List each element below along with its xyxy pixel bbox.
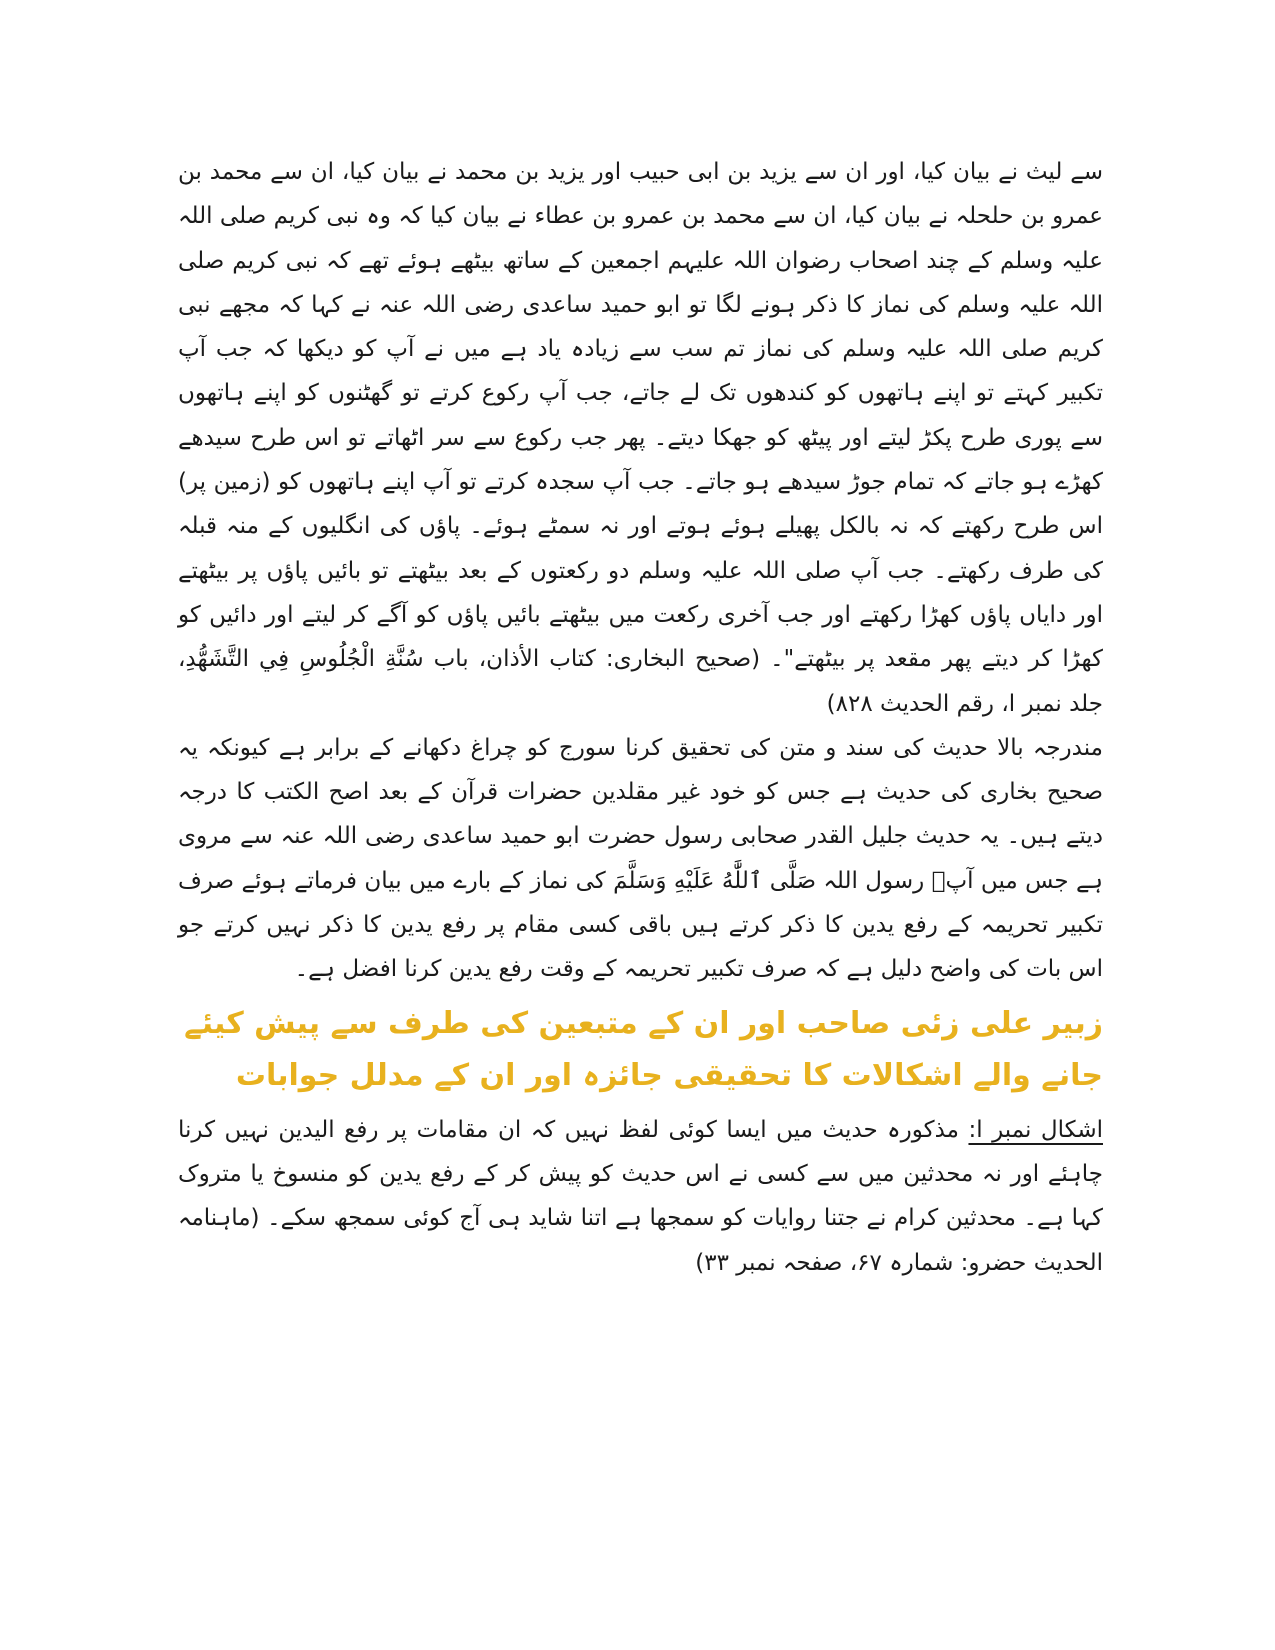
objection-label: اشکال نمبر ا: — [968, 1116, 1103, 1143]
page-content — [178, 150, 1103, 1285]
objection-reference: (ماہنامہ الحدیث حضرو: شمارہ ۶۷، صفحہ نمبر ۳۳) — [178, 1205, 1103, 1276]
hadith-paragraph — [178, 150, 1103, 726]
hadith-text: سے لیث نے بیان کیا، اور ان سے یزید بن ابی حبیب اور یزید بن محمد نے بیان کیا، ان سے محمد بن عمرو بن حلحلہ نے بیان کیا، ان سے محمد بن عمرو بن عطاء نے بیان کیا کہ وہ نبی کریم صلی اللہ علیہ وسلم کے چند اصحاب رضوان اللہ علیہم اجمعین کے ساتھ بیٹھے ہوئے تھے کہ نبی کریم صلی اللہ علیہ وسلم کی نماز کا ذکر ہونے لگا تو ابو حمید ساعدی رضی اللہ عنہ نے کہا کہ مجھے نبی کریم صلی اللہ علیہ وسلم کی نماز تم سب سے زیادہ یاد ہے میں نے آپ کو دیکھا کہ جب آپ تکبیر کہتے تو اپنے ہاتھوں کو کندھوں تک لے جاتے، جب آپ رکوع کرتے تو گھٹنوں کو اپنے ہاتھوں سے پوری طرح پکڑ لیتے اور پیٹھ کو جھکا دیتے۔ پھر جب رکوع سے سر اٹھاتے تو اس طرح سیدھے کھڑے ہو جاتے کہ تمام جوڑ سیدھے ہو جاتے۔ جب آپ سجدہ کرتے تو آپ اپنے ہاتھوں کو (زمین پر) اس طرح رکھتے کہ نہ بالکل پھیلے ہوئے ہوتے اور نہ سمٹے ہوئے۔ پاؤں کی انگلیوں کے منہ قبلہ کی طرف رکھتے۔ جب آپ صلی اللہ علیہ وسلم دو رکعتوں کے بعد بیٹھتے تو بائیں پاؤں پر بیٹھتے اور دایاں پاؤں کھڑا رکھتے اور جب آخری رکعت میں بیٹھتے بائیں پاؤں کو آگے کر لیتے اور دائیں کو کھڑا کر دیتے پھر مقعد پر بیٹھتے"۔ — [178, 159, 1103, 673]
objection-text: مذکورہ حدیث میں ایسا کوئی لفظ نہیں کہ ان مقامات پر رفع الیدین نہیں کرنا چاہئے اور نہ محدثین میں سے کسی نے اس حدیث کو پیش کر کے رفع یدین کو منسوخ یا متروک کہا ہے۔ محدثین کرام نے جتنا روایات کو سمجھا ہے اتنا شاید ہی آج کوئی سمجھ سکے۔ — [178, 1116, 1103, 1232]
commentary-paragraph: مندرجہ بالا حدیث کی سند و متن کی تحقیق کرنا سورج کو چراغ دکھانے کے برابر ہے کیونکہ یہ صحیح بخاری کی حدیث ہے جس کو خود غیر مقلدین حضرات قرآن کے بعد اصح الکتب کا درجہ دیتے ہیں۔ یہ حدیث جلیل القدر صحابی رسول حضرت ابو حمید ساعدی رضی اللہ عنہ سے مروی ہے جس میں آپؓ رسول اللہ صَلَّى ٱللَّٰهُ عَلَيْهِ وَسَلَّمَ کی نماز کے بارے میں بیان فرماتے ہوئے صرف تکبیر تحریمہ کے رفع یدین کا ذکر کرتے ہیں باقی کسی مقام پر رفع یدین کا ذکر نہیں کرتے جو اس بات کی واضح دلیل ہے کہ صرف تکبیر تحریمہ کے وقت رفع یدین کرنا افضل ہے۔ — [178, 734, 1103, 983]
objection-paragraph — [178, 1108, 1103, 1285]
section-heading: زبیر علی زئی صاحب اور ان کے متبعین کی طرف سے پیش کیئے جانے والے اشکالات کا تحقیقی جائزہ اور ان کے مدلل جوابات — [184, 1005, 1103, 1093]
hadith-reference: (صحیح البخاری: کتاب الأذان، باب سُنَّةِ الْجُلُوسِ فِي التَّشَهُّدِ، جلد نمبر ا، رقم الحدیث ۸۲۸) — [178, 646, 1103, 717]
